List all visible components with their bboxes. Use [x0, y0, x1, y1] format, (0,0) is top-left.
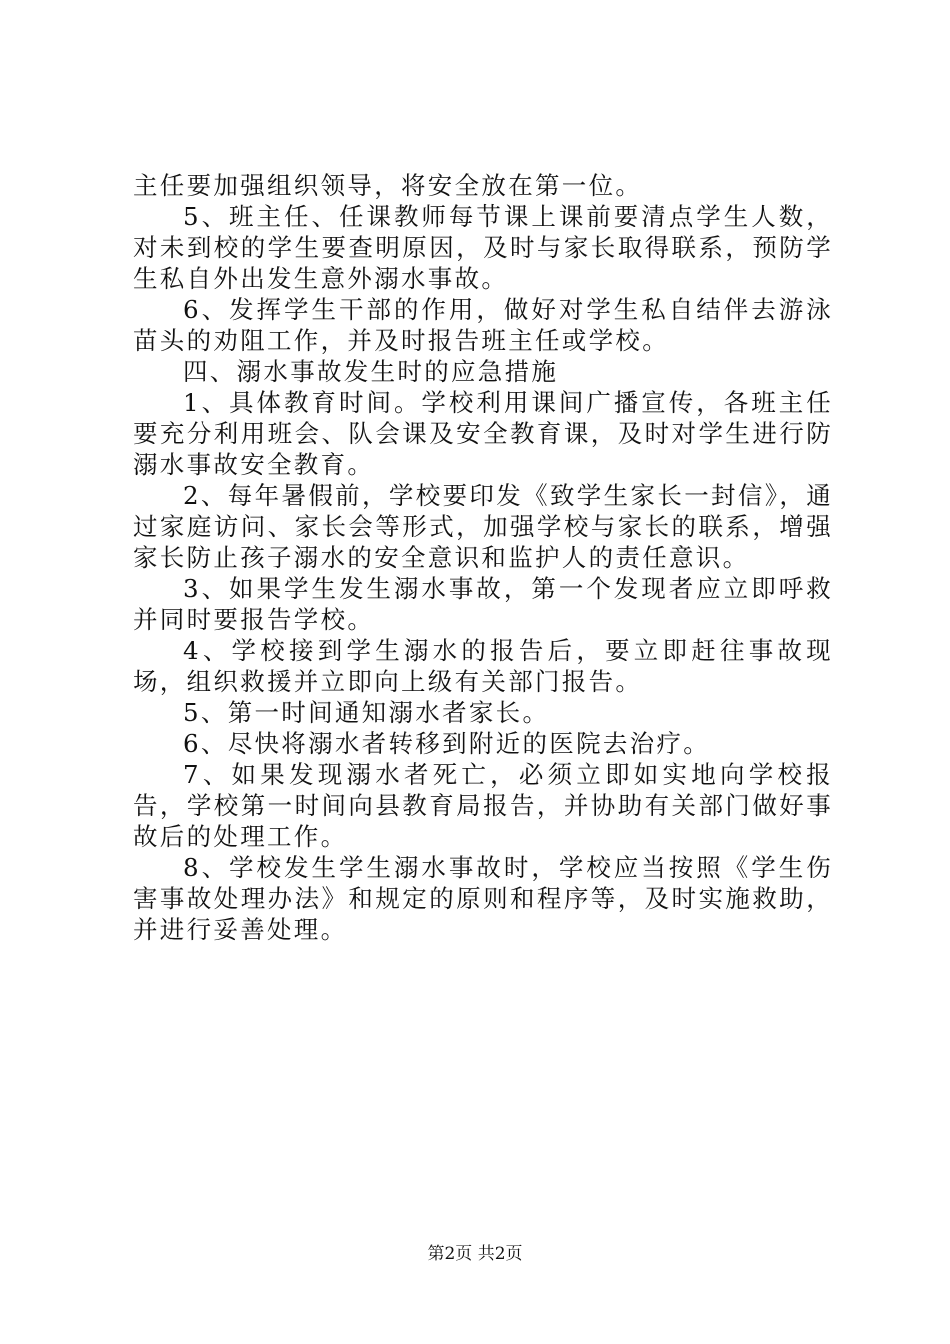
- paragraph-12: 8、学校发生学生溺水事故时，学校应当按照《学生伤害事故处理办法》和规定的原则和程序等，及时实施救助，并进行妥善处理。: [133, 853, 833, 944]
- paragraph-5: 1、具体教育时间。学校利用课间广播宣传，各班主任要充分利用班会、队会课及安全教育课，及时对学生进行防溺水事故安全教育。: [133, 388, 833, 479]
- paragraph-8: 4、学校接到学生溺水的报告后，要立即赶往事故现场，组织救援并立即向上级有关部门报告。: [133, 636, 833, 696]
- paragraph-1: 主任要加强组织领导，将安全放在第一位。: [133, 171, 643, 200]
- page-number-footer: 第2页 共2页: [427, 1244, 523, 1264]
- paragraph-9: 5、第一时间通知溺水者家长。: [183, 698, 550, 727]
- paragraph-10: 6、尽快将溺水者转移到附近的医院去治疗。: [183, 729, 711, 758]
- section-heading: 四、溺水事故发生时的应急措施: [183, 357, 559, 386]
- paragraph-7: 3、如果学生发生溺水事故，第一个发现者应立即呼救并同时要报告学校。: [133, 574, 833, 634]
- paragraph-6: 2、每年暑假前，学校要印发《致学生家长一封信》，通过家庭访问、家长会等形式，加强学校与家长的联系，增强家长防止孩子溺水的安全意识和监护人的责任意识。: [133, 481, 833, 572]
- paragraph-3: 6、发挥学生干部的作用，做好对学生私自结伴去游泳苗头的劝阻工作，并及时报告班主任或学校。: [133, 295, 833, 355]
- document-body: [133, 170, 833, 945]
- paragraph-2: 5、班主任、任课教师每节课上课前要清点学生人数，对未到校的学生要查明原因，及时与家长取得联系，预防学生私自外出发生意外溺水事故。: [133, 202, 833, 293]
- paragraph-11: 7、如果发现溺水者死亡，必须立即如实地向学校报告，学校第一时间向县教育局报告，并协助有关部门做好事故后的处理工作。: [133, 760, 833, 851]
